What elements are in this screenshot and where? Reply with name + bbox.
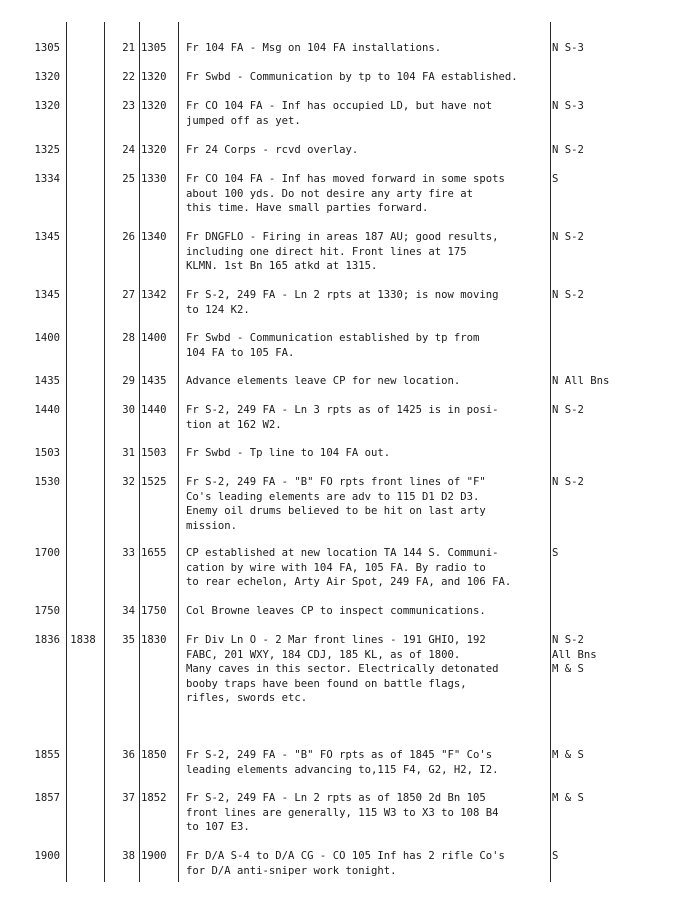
- action-line: N S-3: [552, 42, 584, 54]
- message-text: [186, 143, 550, 158]
- serial-number: 31: [122, 447, 135, 459]
- time-alt: 1838: [70, 634, 96, 646]
- message-text: [186, 374, 550, 389]
- action-taken: [552, 374, 672, 389]
- time-msg: 1440: [141, 404, 167, 416]
- serial-number: 26: [122, 231, 135, 243]
- message-line: Fr S-2, 249 FA - Ln 2 rpts at 1330; is now moving: [186, 289, 499, 301]
- action-taken: [552, 288, 672, 303]
- action-taken: [552, 99, 672, 114]
- time-msg: 1435: [141, 375, 167, 387]
- message-line: Fr Swbd - Communication established by tp from: [186, 332, 480, 344]
- time-in: 1750: [34, 605, 60, 617]
- message-text: [186, 604, 550, 619]
- message-text: [186, 791, 550, 835]
- action-line: M & S: [552, 663, 584, 676]
- message-line: Col Browne leaves CP to inspect communications.: [186, 605, 486, 617]
- action-line: N S-2: [552, 404, 584, 416]
- action-line: S: [552, 850, 559, 862]
- time-msg: 1342: [141, 289, 167, 301]
- serial-number: 22: [122, 71, 135, 83]
- time-in: 1345: [34, 289, 60, 301]
- time-in: 1334: [34, 173, 60, 185]
- action-taken: [552, 230, 672, 245]
- action-taken: [552, 41, 672, 56]
- message-text: [186, 41, 550, 56]
- message-line: booby traps have been found on battle flags,: [186, 677, 467, 690]
- column-divider: [178, 22, 179, 882]
- time-in: 1857: [34, 792, 60, 804]
- action-taken: [552, 633, 672, 677]
- message-line: cation by wire with 104 FA, 105 FA. By radio to: [186, 561, 486, 574]
- message-line: Fr D/A S-4 to D/A CG - CO 105 Inf has 2 rifle Co's: [186, 850, 505, 862]
- message-line: rifles, swords etc.: [186, 692, 308, 705]
- message-line: KLMN. 1st Bn 165 atkd at 1315.: [186, 260, 378, 273]
- action-taken: [552, 403, 672, 418]
- action-taken: [552, 143, 672, 158]
- action-taken: [552, 475, 672, 490]
- time-in: 1900: [34, 850, 60, 862]
- serial-number: 33: [122, 547, 135, 559]
- action-line: N S-2: [552, 476, 584, 488]
- message-line: Fr CO 104 FA - Inf has occupied LD, but have not: [186, 100, 493, 112]
- action-line: S: [552, 547, 559, 559]
- message-line: Fr Div Ln O - 2 Mar front lines - 191 GHIO, 192: [186, 634, 486, 646]
- column-divider: [66, 22, 67, 882]
- time-in: 1530: [34, 476, 60, 488]
- message-line: Fr S-2, 249 FA - Ln 2 rpts as of 1850 2d Bn 105: [186, 792, 486, 804]
- time-msg: 1320: [141, 71, 167, 83]
- message-line: to rear echelon, Arty Air Spot, 249 FA, and 106 FA.: [186, 576, 512, 589]
- message-text: [186, 288, 550, 317]
- serial-number: 25: [122, 173, 135, 185]
- message-line: Enemy oil drums believed to be hit on last arty: [186, 505, 486, 518]
- message-line: FABC, 201 WXY, 184 CDJ, 185 KL, as of 1800.: [186, 648, 461, 661]
- message-line: Fr S-2, 249 FA - Ln 3 rpts as of 1425 is in posi-: [186, 404, 499, 416]
- time-msg: 1852: [141, 792, 167, 804]
- time-in: 1700: [34, 547, 60, 559]
- message-line: about 100 yds. Do not desire any arty fire at: [186, 187, 474, 200]
- time-in: 1320: [34, 100, 60, 112]
- message-line: jumped off as yet.: [186, 114, 301, 127]
- action-taken: [552, 748, 672, 763]
- message-line: front lines are generally, 115 W3 to X3 to 108 B4: [186, 806, 499, 819]
- time-msg: 1655: [141, 547, 167, 559]
- time-in: 1400: [34, 332, 60, 344]
- time-msg: 1320: [141, 100, 167, 112]
- message-line: Fr 104 FA - Msg on 104 FA installations.: [186, 42, 442, 54]
- action-line: M & S: [552, 749, 584, 761]
- message-text: [186, 230, 550, 274]
- time-msg: 1850: [141, 749, 167, 761]
- time-in: 1320: [34, 71, 60, 83]
- time-msg: 1830: [141, 634, 167, 646]
- message-line: Fr 24 Corps - rcvd overlay.: [186, 144, 359, 156]
- action-line: N S-2: [552, 289, 584, 301]
- time-msg: 1400: [141, 332, 167, 344]
- action-taken: [552, 849, 672, 864]
- serial-number: 35: [122, 634, 135, 646]
- action-line: N S-2: [552, 634, 584, 646]
- message-text: [186, 849, 550, 878]
- time-msg: 1340: [141, 231, 167, 243]
- serial-number: 27: [122, 289, 135, 301]
- message-line: Co's leading elements are adv to 115 D1 D2 D3.: [186, 490, 480, 503]
- message-line: Fr CO 104 FA - Inf has moved forward in some spots: [186, 173, 505, 185]
- message-text: [186, 546, 550, 590]
- message-line: tion at 162 W2.: [186, 418, 282, 431]
- message-text: [186, 172, 550, 216]
- action-line: N S-3: [552, 100, 584, 112]
- time-in: 1440: [34, 404, 60, 416]
- action-line: N S-2: [552, 144, 584, 156]
- message-line: CP established at new location TA 144 S. Communi-: [186, 547, 499, 559]
- action-line: N S-2: [552, 231, 584, 243]
- message-text: [186, 446, 550, 461]
- message-text: [186, 99, 550, 128]
- message-line: Fr S-2, 249 FA - "B" FO rpts as of 1845 "F" Co's: [186, 749, 493, 761]
- serial-number: 32: [122, 476, 135, 488]
- time-msg: 1503: [141, 447, 167, 459]
- column-divider: [139, 22, 140, 882]
- column-divider: [550, 22, 551, 882]
- serial-number: 23: [122, 100, 135, 112]
- action-taken: [552, 791, 672, 806]
- message-line: to 124 K2.: [186, 303, 250, 316]
- serial-number: 37: [122, 792, 135, 804]
- message-line: 104 FA to 105 FA.: [186, 346, 295, 359]
- message-text: [186, 70, 550, 85]
- action-line: S: [552, 173, 559, 185]
- time-in: 1855: [34, 749, 60, 761]
- message-text: [186, 748, 550, 777]
- message-text: [186, 633, 550, 706]
- message-line: Fr DNGFLO - Firing in areas 187 AU; good results,: [186, 231, 499, 243]
- time-in: 1435: [34, 375, 60, 387]
- time-in: 1325: [34, 144, 60, 156]
- message-text: [186, 331, 550, 360]
- action-line: N All Bns: [552, 375, 610, 387]
- action-line: M & S: [552, 792, 584, 804]
- serial-number: 34: [122, 605, 135, 617]
- action-line: All Bns: [552, 648, 597, 661]
- serial-number: 30: [122, 404, 135, 416]
- serial-number: 36: [122, 749, 135, 761]
- action-taken: [552, 546, 672, 561]
- message-line: Fr Swbd - Communication by tp to 104 FA established.: [186, 71, 518, 83]
- time-msg: 1750: [141, 605, 167, 617]
- message-text: [186, 403, 550, 432]
- action-taken: [552, 172, 672, 187]
- serial-number: 29: [122, 375, 135, 387]
- message-line: mission.: [186, 519, 238, 532]
- time-msg: 1525: [141, 476, 167, 488]
- time-msg: 1305: [141, 42, 167, 54]
- message-line: Advance elements leave CP for new location.: [186, 375, 461, 387]
- message-line: for D/A anti-sniper work tonight.: [186, 864, 397, 877]
- serial-number: 21: [122, 42, 135, 54]
- time-msg: 1900: [141, 850, 167, 862]
- message-line: Fr S-2, 249 FA - "B" FO rpts front lines of "F": [186, 476, 486, 488]
- time-in: 1305: [34, 42, 60, 54]
- message-line: leading elements advancing to,115 F4, G2, H2, I2.: [186, 763, 499, 776]
- message-line: Many caves in this sector. Electrically detonated: [186, 663, 499, 676]
- serial-number: 38: [122, 850, 135, 862]
- time-msg: 1320: [141, 144, 167, 156]
- serial-number: 24: [122, 144, 135, 156]
- time-in: 1503: [34, 447, 60, 459]
- message-line: including one direct hit. Front lines at 175: [186, 245, 467, 258]
- time-msg: 1330: [141, 173, 167, 185]
- message-line: this time. Have small parties forward.: [186, 202, 429, 215]
- time-in: 1836: [34, 634, 60, 646]
- message-line: to 107 E3.: [186, 821, 250, 834]
- time-in: 1345: [34, 231, 60, 243]
- serial-number: 28: [122, 332, 135, 344]
- message-text: [186, 475, 550, 533]
- message-line: Fr Swbd - Tp line to 104 FA out.: [186, 447, 391, 459]
